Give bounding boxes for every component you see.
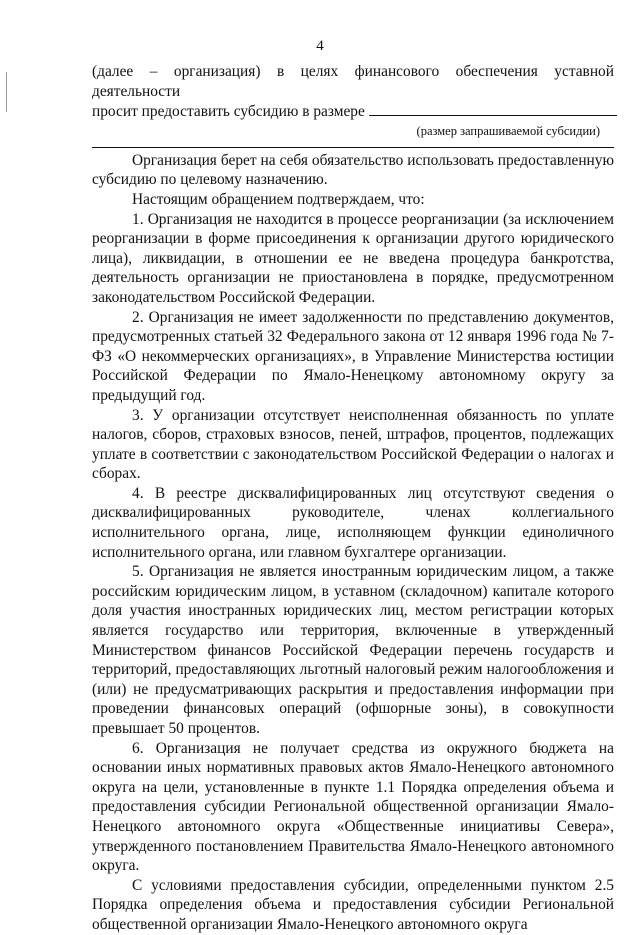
request-line-2-text: просит предоставить субсидию в размере [92,103,365,121]
document-body [92,62,614,935]
subsidy-amount-caption: (размер запрашиваемой субсидии) [416,123,600,138]
subsidy-amount-blank [369,101,617,116]
request-line-2 [92,101,614,122]
paragraph-obligation: Организация берет на себя обязательство использовать предоставленную субсидию по целевому назначению. [92,151,614,189]
scan-margin-mark [6,72,7,112]
subsidy-amount-underline [92,139,614,148]
request-line-1: (далее – организация) в целях финансового обеспечения уставной деятельности [92,63,614,100]
paragraph-item-1: 1. Организация не находится в процессе реорганизации (за исключением реорганизации в форме присоединения к организации другого юридического лица), ликвидации, в отношении ее не введена процедура банкротства, деятельность организации не приостановлена в порядке, предусмотренном законодательством Российской Федерации. [92,210,614,306]
paragraph-conditions: С условиями предоставления субсидии, определенными пунктом 2.5 Порядка определения объема и предоставления субсидии Региональной общественной организации Ямало-Ненецкого автономного округа [92,876,614,933]
paragraph-item-4: 4. В реестре дисквалифицированных лиц отсутствуют сведения о дисквалифицированных руководителе, членах коллегиального исполнительного органа, лице, исполняющем функции единоличного исполнительного органа, или главном бухгалтере организации. [92,484,614,561]
paragraph-item-2: 2. Организация не имеет задолженности по представлению документов, предусмотренных статьей 32 Федерального закона от 12 января 1996 года № 7-ФЗ «О некоммерческих организациях», в Управление Министерства юстиции Российской Федерации по Ямало-Ненецкому автономному округу за предыдущий год. [92,308,614,404]
paragraph-item-6: 6. Организация не получает средства из окружного бюджета на основании иных нормативных правовых актов Ямало-Ненецкого автономного округа на цели, установленные в пункте 1.1 Порядка определения объема и предоставления субсидии Региональной общественной организации Ямало-Ненецкого автономного округа «Общественные инициативы Севера», утвержденного постановлением Правительства Ямало-Ненецкого автономного округа. [92,739,614,875]
page-number: 4 [316,38,324,54]
paragraph-confirmation-intro: Настоящим обращением подтверждаем, что: [132,190,425,208]
paragraph-item-3: 3. У организации отсутствует неисполненная обязанность по уплате налогов, сборов, страховых взносов, пеней, штрафов, процентов, подлежащих уплате в соответствии с законодательством Российской Федерации о налогах и сборах. [92,406,614,483]
paragraph-item-5: 5. Организация не является иностранным юридическим лицом, а также российским юридическим лицом, в уставном (складочном) капитале которого доля участия иностранных юридических лиц, местом регистрации которых является государство или территория, включенные в утвержденный Министерством финансов Российской Федерации перечень государств и территорий, предоставляющих льготный налоговый режим налогообложения и (или) не предусматривающих раскрытия и предоставления информации при проведении финансовых операций (офшорные зоны), в совокупности превышает 50 процентов. [92,563,614,737]
